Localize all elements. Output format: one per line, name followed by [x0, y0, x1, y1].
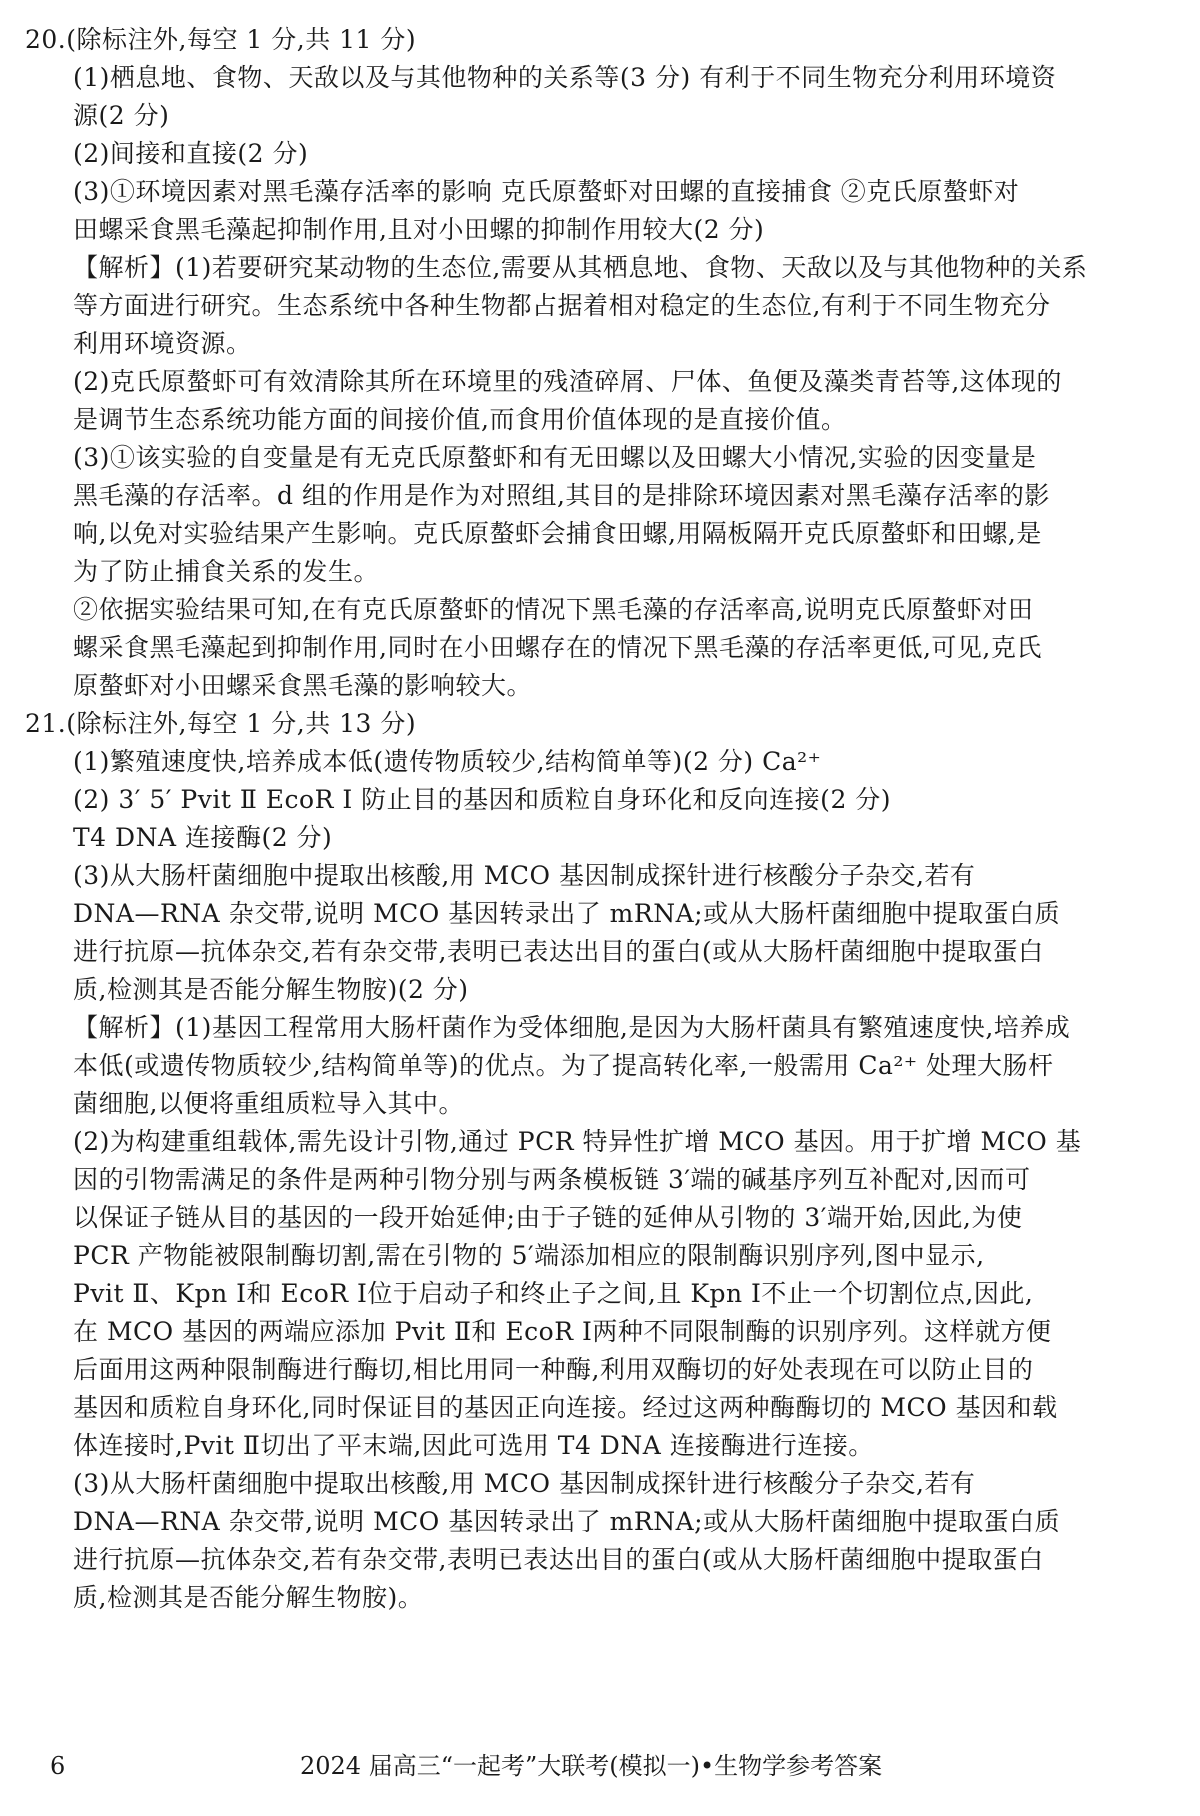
q20-analysis-line: 黑毛藻的存活率。d 组的作用是作为对照组,其目的是排除环境因素对黑毛藻存活率的影 [73, 481, 1050, 510]
q21-analysis-line: DNA—RNA 杂交带,说明 MCO 基因转录出了 mRNA;或从大肠杆菌细胞中提取蛋白质 [73, 1507, 1061, 1536]
q20-analysis-line: (2)克氏原螯虾可有效清除其所在环境里的残渣碎屑、尸体、鱼便及藻类青苔等,这体现的 [73, 367, 1062, 396]
q20-analysis-line: 【解析】(1)若要研究某动物的生态位,需要从其栖息地、食物、天敌以及与其他物种的关系 [73, 253, 1088, 282]
page-number: 6 [50, 1752, 66, 1780]
q21-analysis-line: 在 MCO 基因的两端应添加 Pvit Ⅱ和 EcoR Ⅰ两种不同限制酶的识别序列。这样就方便 [73, 1317, 1052, 1346]
q20-answer-line: 田螺采食黑毛藻起抑制作用,且对小田螺的抑制作用较大(2 分) [73, 215, 765, 244]
q21-analysis-line: 后面用这两种限制酶进行酶切,相比用同一种酶,利用双酶切的好处表现在可以防止目的 [73, 1355, 1034, 1384]
footer-title: 2024 届高三“一起考”大联考(模拟一)•生物学参考答案 [300, 1752, 883, 1780]
q21-analysis-line: 以保证子链从目的基因的一段开始延伸;由于子链的延伸从引物的 3′端开始,因此,为使 [73, 1203, 1023, 1232]
q20-answer-line: (2)间接和直接(2 分) [73, 139, 309, 168]
q21-analysis-line: (3)从大肠杆菌细胞中提取出核酸,用 MCO 基因制成探针进行核酸分子杂交,若有 [73, 1469, 976, 1498]
q20-analysis-line: 原螯虾对小田螺采食黑毛藻的影响较大。 [73, 671, 533, 700]
question-21-header: 21.(除标注外,每空 1 分,共 13 分) [25, 709, 417, 738]
q20-analysis-line: 利用环境资源。 [73, 329, 252, 358]
question-20-header: 20.(除标注外,每空 1 分,共 11 分) [25, 25, 417, 54]
q20-analysis-line: 响,以免对实验结果产生影响。克氏原螯虾会捕食田螺,用隔板隔开克氏原螯虾和田螺,是 [73, 519, 1042, 548]
q21-analysis-line: 本低(或遗传物质较少,结构简单等)的优点。为了提高转化率,一般需用 Ca²⁺ 处理大肠杆 [73, 1051, 1054, 1080]
q20-analysis-line: 螺采食黑毛藻起到抑制作用,同时在小田螺存在的情况下黑毛藻的存活率更低,可见,克氏 [73, 633, 1042, 662]
q21-analysis-line: Pvit Ⅱ、Kpn Ⅰ和 EcoR Ⅰ位于启动子和终止子之间,且 Kpn Ⅰ不止一个切割位点,因此, [73, 1279, 1034, 1308]
q21-answer-line: 质,检测其是否能分解生物胺)(2 分) [73, 975, 469, 1004]
q21-analysis-line: 因的引物需满足的条件是两种引物分别与两条模板链 3′端的碱基序列互补配对,因而可 [73, 1165, 1031, 1194]
q21-analysis-line: 【解析】(1)基因工程常用大肠杆菌作为受体细胞,是因为大肠杆菌具有繁殖速度快,培养成 [73, 1013, 1071, 1042]
q21-analysis-line: (2)为构建重组载体,需先设计引物,通过 PCR 特异性扩增 MCO 基因。用于扩增 MCO 基 [73, 1127, 1082, 1156]
q20-answer-line: (1)栖息地、食物、天敌以及与其他物种的关系等(3 分) 有利于不同生物充分利用环境资 [73, 63, 1057, 92]
q20-analysis-line: (3)①该实验的自变量是有无克氏原螯虾和有无田螺以及田螺大小情况,实验的因变量是 [73, 443, 1037, 472]
q20-answer-line: (3)①环境因素对黑毛藻存活率的影响 克氏原螯虾对田螺的直接捕食 ②克氏原螯虾对 [73, 177, 1020, 206]
q21-analysis-line: 菌细胞,以便将重组质粒导入其中。 [73, 1089, 464, 1118]
q20-analysis-line: 为了防止捕食关系的发生。 [73, 557, 380, 586]
q20-analysis-line: 等方面进行研究。生态系统中各种生物都占据着相对稳定的生态位,有利于不同生物充分 [73, 291, 1051, 320]
q21-answer-line: DNA—RNA 杂交带,说明 MCO 基因转录出了 mRNA;或从大肠杆菌细胞中提取蛋白质 [73, 899, 1061, 928]
q21-analysis-line: 质,检测其是否能分解生物胺)。 [73, 1583, 424, 1612]
q21-answer-line: (2) 3′ 5′ Pvit Ⅱ EcoR Ⅰ 防止目的基因和质粒自身环化和反向连接(2 分) [73, 785, 892, 814]
q21-answer-line: (3)从大肠杆菌细胞中提取出核酸,用 MCO 基因制成探针进行核酸分子杂交,若有 [73, 861, 976, 890]
q21-answer-line: (1)繁殖速度快,培养成本低(遗传物质较少,结构简单等)(2 分) Ca²⁺ [73, 747, 822, 776]
q21-analysis-line: PCR 产物能被限制酶切割,需在引物的 5′端添加相应的限制酶识别序列,图中显示, [73, 1241, 985, 1270]
q21-answer-line: 进行抗原—抗体杂交,若有杂交带,表明已表达出目的蛋白(或从大肠杆菌细胞中提取蛋白 [73, 937, 1044, 966]
q20-answer-line: 源(2 分) [73, 101, 170, 130]
q21-analysis-line: 进行抗原—抗体杂交,若有杂交带,表明已表达出目的蛋白(或从大肠杆菌细胞中提取蛋白 [73, 1545, 1044, 1574]
q21-answer-line: T4 DNA 连接酶(2 分) [73, 823, 333, 852]
q21-analysis-line: 基因和质粒自身环化,同时保证目的基因正向连接。经过这两种酶酶切的 MCO 基因和载 [73, 1393, 1058, 1422]
q20-analysis-line: ②依据实验结果可知,在有克氏原螯虾的情况下黑毛藻的存活率高,说明克氏原螯虾对田 [73, 595, 1034, 624]
q20-analysis-line: 是调节生态系统功能方面的间接价值,而食用价值体现的是直接价值。 [73, 405, 847, 434]
q21-analysis-line: 体连接时,Pvit Ⅱ切出了平末端,因此可选用 T4 DNA 连接酶进行连接。 [73, 1431, 874, 1460]
